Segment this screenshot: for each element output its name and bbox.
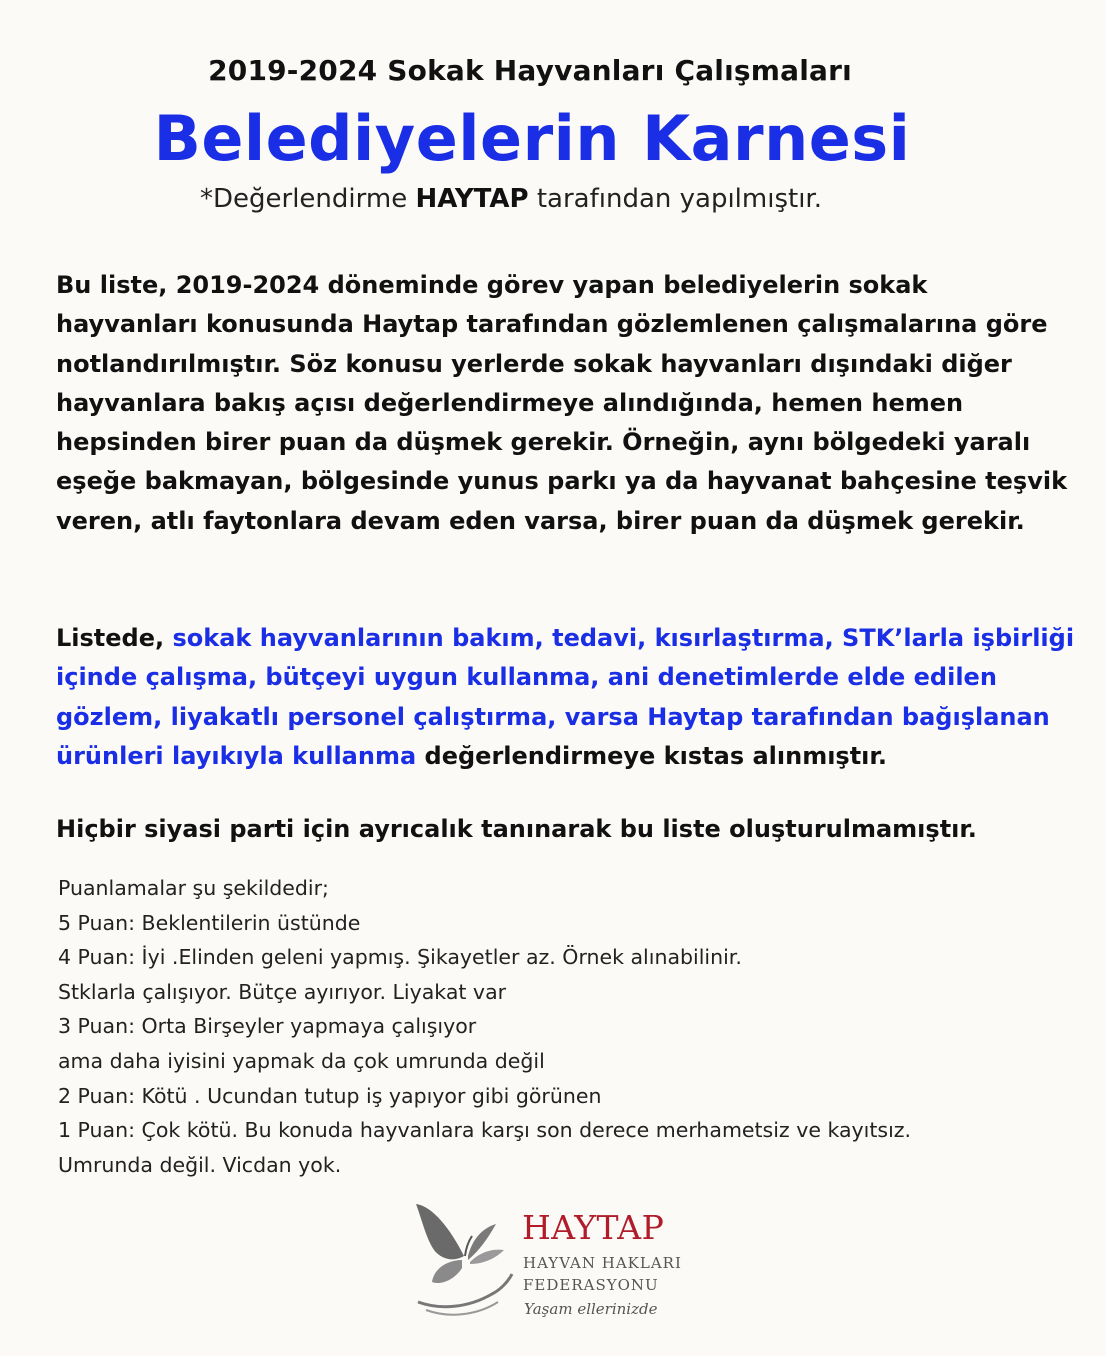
scoring-line: 4 Puan: İyi .Elinden geleni yapmış. Şikayetler az. Örnek alınabilinir. — [58, 945, 742, 970]
byline-organization: HAYTAP — [415, 184, 529, 214]
scoring-line: Umrunda değil. Vicdan yok. — [58, 1152, 342, 1177]
scoring-line: 2 Puan: Kötü . Ucundan tutup iş yapıyor gibi görünen — [58, 1083, 602, 1108]
scoring-line: ama daha iyisini yapmak da çok umrunda değil — [58, 1048, 545, 1073]
scoring-line: 1 Puan: Çok kötü. Bu konuda hayvanlara karşı son derece merhametsiz ve kayıtsız. — [58, 1118, 912, 1143]
criteria-suffix: değerlendirmeye kıstas alınmıştır. — [416, 741, 887, 770]
scoring-line: Puanlamalar şu şekildedir; — [58, 876, 329, 900]
logo-subtitle-line1: HAYVAN HAKLARI — [523, 1254, 682, 1272]
logo-name: HAYTAP — [522, 1208, 665, 1247]
intro-paragraph: Bu liste, 2019-2024 döneminde görev yapan belediyelerin sokak hayvanları konusunda Haytap tarafından gözlemlenen çalışmalarına göre notlandırılmıştır. Söz konusu yerlerde sokak hayvanları dışındaki diğer hayvanlara bakış açısı değerlendirmeye alındığında, hemen hemen hepsinden birer puan da düşmek gerekir. Örneğin, aynı bölgedeki yaralı eşeğe bakmayan, bölgesinde yunus parkı ya da hayvanat bahçesine teşvik veren, atlı faytonlara devam eden varsa, birer puan da düşmek gerekir. — [56, 271, 1068, 535]
byline-suffix: tarafından yapılmıştır. — [528, 184, 822, 214]
neutrality-statement: Hiçbir siyasi parti için ayrıcalık tanınarak bu liste oluşturulmamıştır. — [56, 815, 977, 843]
page-title: Belediyelerin Karnesi — [153, 102, 911, 175]
criteria-highlight: sokak hayvanlarının bakım, tedavi, kısırlaştırma, STK’larla işbirliği içinde çalışma, bütçeyi uygun kullanma, ani denetimlerde elde edilen gözlem, liyakatlı personel çalıştırma, varsa Haytap tarafından bağışlanan ürünleri layıkıyla kullanma — [56, 624, 1075, 770]
haytap-logo — [412, 1198, 702, 1328]
scoring-line: Stklarla çalışıyor. Bütçe ayırıyor. Liyakat var — [58, 979, 507, 1004]
criteria-paragraph — [56, 619, 1076, 776]
byline — [200, 184, 822, 214]
butterfly-hand-icon — [412, 1198, 522, 1323]
criteria-prefix: Listede, — [56, 624, 173, 652]
logo-tagline: Yaşam ellerinizde — [524, 1300, 658, 1318]
scoring-line: 3 Puan: Orta Birşeyler yapmaya çalışıyor — [58, 1014, 477, 1039]
logo-subtitle-line2: FEDERASYONU — [523, 1276, 659, 1294]
byline-prefix: *Değerlendirme — [200, 184, 416, 214]
scoring-list — [58, 871, 911, 1182]
scoring-line: 5 Puan: Beklentilerin üstünde — [58, 910, 361, 935]
page-supertitle: 2019-2024 Sokak Hayvanları Çalışmaları — [208, 54, 852, 87]
